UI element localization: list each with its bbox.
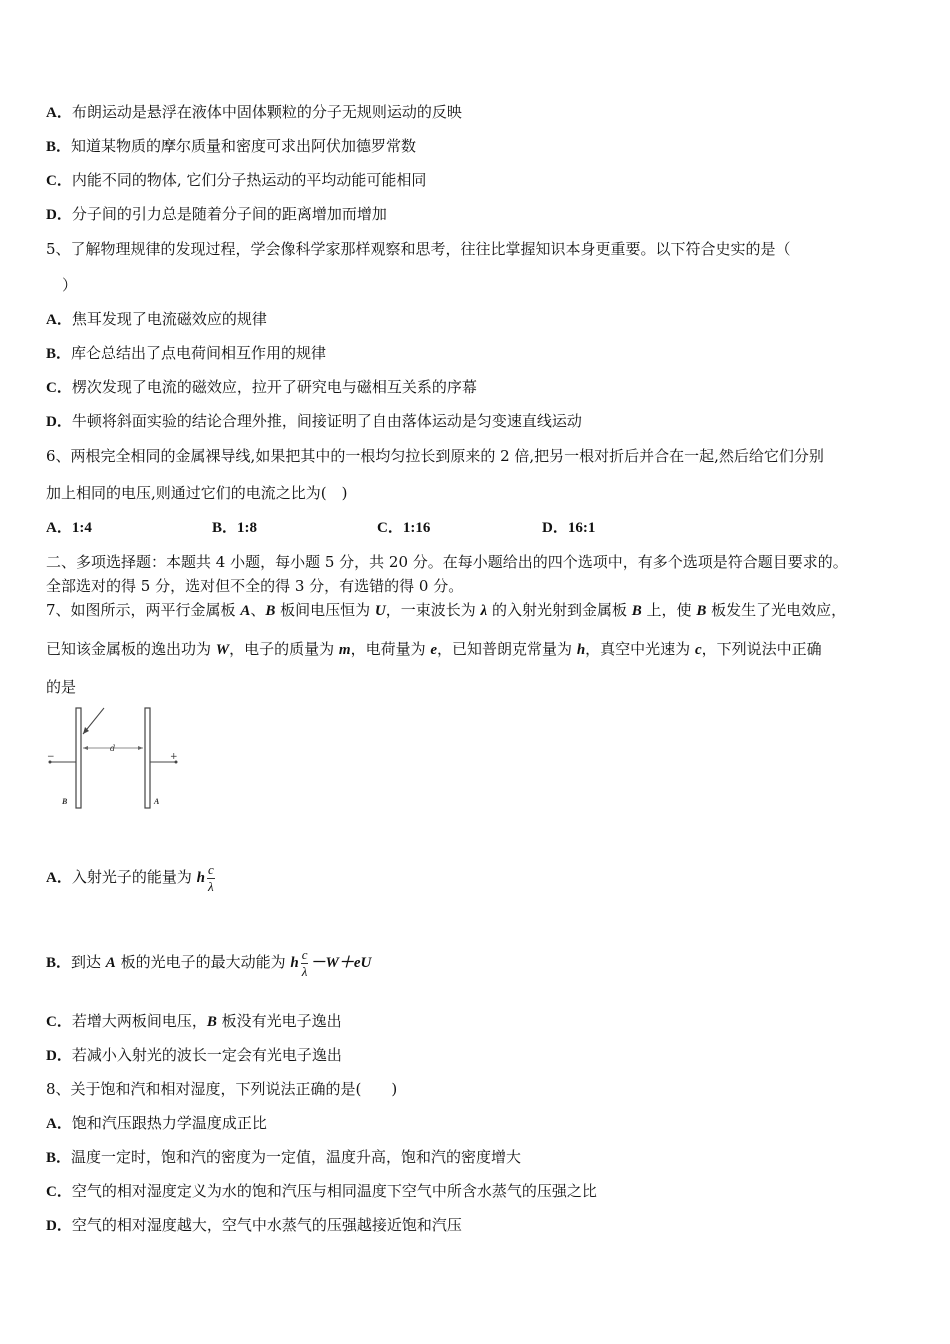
q7-var-lambda: λ — [480, 603, 488, 619]
q8-option-c — [46, 1181, 597, 1202]
q5-option-d — [46, 411, 582, 432]
q7-text: ，电子的质量为 — [229, 640, 339, 658]
option-text: 库仑总结出了点电荷间相互作用的规律 — [71, 344, 327, 362]
q7-var-a: A — [240, 603, 251, 619]
q7-text: ，一束波长为 — [385, 601, 481, 619]
option-label: C． — [46, 1014, 72, 1030]
option-text: 布朗运动是悬浮在液体中固体颗粒的分子无规则运动的反映 — [71, 103, 462, 121]
label-minus: − — [47, 752, 55, 762]
option-text: 入射光子的能量为 — [71, 868, 197, 886]
option-text: 16:1 — [567, 520, 596, 536]
option-text: 牛顿将斜面实验的结论合理外推，间接证明了自由落体运动是匀变速直线运动 — [71, 412, 582, 430]
label-b: B — [62, 797, 68, 806]
option-label: D． — [46, 414, 72, 430]
q7-option-d — [46, 1045, 342, 1066]
option-label: B． — [46, 1150, 72, 1166]
option-label: D． — [46, 1048, 72, 1064]
q7-option-c — [46, 1011, 342, 1032]
q8-option-b — [46, 1147, 521, 1168]
q7-figure — [44, 704, 194, 814]
var-a: A — [105, 955, 116, 971]
q4-option-a — [46, 102, 462, 123]
option-text: 空气的相对湿度越大，空气中水蒸气的压强越接近饱和汽压 — [71, 1216, 462, 1234]
q8-option-d — [46, 1215, 462, 1236]
option-label: A． — [46, 1116, 72, 1132]
option-text: 内能不同的物体, 它们分子热运动的平均动能可能相同 — [71, 171, 427, 189]
option-text: 到达 — [71, 953, 106, 971]
q7-text: 7、如图所示，两平行金属板 — [46, 601, 241, 619]
q6-option-c — [377, 517, 430, 538]
option-label: A． — [46, 312, 72, 328]
plate-b — [76, 708, 81, 808]
q7-var-m: m — [338, 642, 351, 658]
option-label: C． — [46, 1184, 72, 1200]
q7-stem-line2 — [46, 639, 822, 660]
q7-text: 已知该金属板的逸出功为 — [46, 640, 216, 658]
option-text: 温度一定时，饱和汽的密度为一定值，温度升高，饱和汽的密度增大 — [71, 1148, 522, 1166]
label-a: A — [154, 797, 160, 806]
q6-option-a — [46, 517, 92, 538]
var-h: h — [196, 870, 205, 886]
label-d: d — [110, 744, 116, 753]
q6-option-b — [212, 517, 257, 538]
q4-option-d — [46, 204, 387, 225]
q7-text: 的入射光射到金属板 — [487, 601, 632, 619]
option-label: D． — [542, 520, 568, 536]
q7-text: 板间电压恒为 — [275, 601, 375, 619]
q6-stem-line1: 6、两根完全相同的金属裸导线,如果把其中的一根均匀拉长到原来的 2 倍,把另一根对折后并合在一起,然后给它们分别 — [46, 447, 824, 465]
q5-stem-end: ） — [62, 276, 78, 294]
q7-var-h: h — [576, 642, 586, 658]
option-label: A． — [46, 870, 72, 886]
q7-var-b: B — [265, 603, 276, 619]
q7-text: ，真空中光速为 — [585, 640, 695, 658]
option-text: 楞次发现了电流的磁效应，拉开了研究电与磁相互关系的序幕 — [71, 378, 477, 396]
option-label: A． — [46, 105, 72, 121]
var-b: B — [206, 1014, 217, 1030]
option-text: 若增大两板间电压， — [71, 1012, 207, 1030]
var-h: h — [290, 955, 299, 971]
option-label: D． — [46, 1218, 72, 1234]
option-text: 焦耳发现了电流磁效应的规律 — [71, 310, 267, 328]
option-label: B． — [46, 139, 72, 155]
option-label: C． — [46, 380, 72, 396]
q6-stem-line2: 加上相同的电压,则通过它们的电流之比为( ) — [46, 484, 348, 502]
q7-text: ，电荷量为 — [350, 640, 431, 658]
q7-var-b: B — [631, 603, 642, 619]
fraction-c-over-lambda — [207, 862, 215, 895]
q7-text: 、 — [250, 601, 266, 619]
option-text: 若减小入射光的波长一定会有光电子逸出 — [71, 1046, 342, 1064]
plate-a — [145, 708, 150, 808]
q5-stem: 5、了解物理规律的发现过程，学会像科学家那样观察和思考，往往比掌握知识本身更重要。以下符合史实的是（ — [46, 240, 791, 258]
q8-option-a — [46, 1113, 267, 1134]
option-text: 板没有光电子逸出 — [216, 1012, 342, 1030]
option-text: 1:8 — [237, 520, 258, 536]
option-label: C． — [46, 173, 72, 189]
option-text: 1:16 — [402, 520, 431, 536]
option-text: 分子间的引力总是随着分子间的距离增加而增加 — [71, 205, 387, 223]
fraction-denominator: λ — [301, 963, 308, 979]
q6-option-d — [542, 517, 595, 538]
q7-var-w: W — [215, 642, 230, 658]
option-label: B． — [212, 520, 238, 536]
q4-option-c — [46, 170, 426, 191]
q4-option-b — [46, 136, 416, 157]
q5-option-b — [46, 343, 326, 364]
fraction-numerator: c — [207, 861, 214, 877]
q7-var-b: B — [696, 603, 707, 619]
q7-var-u: U — [374, 603, 386, 619]
q7-stem-line3: 的是 — [46, 678, 77, 696]
section2-line1: 二、多项选择题：本题共 4 小题，每小题 5 分，共 20 分。在每小题给出的四个选项中，有多个选项是符合题目要求的。 — [46, 553, 848, 571]
section2-line2: 全部选对的得 5 分，选对但不全的得 3 分，有选错的得 0 分。 — [46, 577, 464, 595]
formula-tail: －W＋eU — [310, 955, 372, 971]
q7-option-a — [46, 852, 217, 903]
q5-option-a — [46, 309, 267, 330]
q7-text: ，已知普朗克常量为 — [437, 640, 577, 658]
option-label: B． — [46, 346, 72, 362]
option-label: A． — [46, 520, 72, 536]
option-text: 空气的相对湿度定义为水的饱和汽压与相同温度下空气中所含水蒸气的压强之比 — [71, 1182, 597, 1200]
option-text: 板的光电子的最大动能为 — [115, 953, 291, 971]
q8-stem: 8、关于饱和汽和相对湿度，下列说法正确的是( ) — [46, 1080, 398, 1098]
q7-text: 板发生了光电效应， — [706, 601, 847, 619]
option-label: B． — [46, 955, 72, 971]
q7-option-b — [46, 937, 371, 988]
q7-text: ，下列说法中正确 — [701, 640, 822, 658]
option-label: D． — [46, 207, 72, 223]
fraction-numerator: c — [301, 946, 308, 962]
dimension-arrow-right-icon — [138, 746, 143, 750]
q7-var-c: c — [694, 642, 702, 658]
dimension-arrow-left-icon — [83, 746, 88, 750]
fraction-c-over-lambda — [301, 947, 309, 980]
label-plus: + — [170, 752, 178, 762]
option-text: 饱和汽压跟热力学温度成正比 — [71, 1114, 267, 1132]
option-text: 知道某物质的摩尔质量和密度可求出阿伏加德罗常数 — [71, 137, 417, 155]
q5-option-c — [46, 377, 477, 398]
option-label: C． — [377, 520, 403, 536]
q7-var-e: e — [430, 642, 438, 658]
option-text: 1:4 — [71, 520, 92, 536]
q7-text: 上，使 — [641, 601, 697, 619]
q7-stem-line1 — [46, 600, 846, 621]
fraction-denominator: λ — [208, 878, 214, 894]
